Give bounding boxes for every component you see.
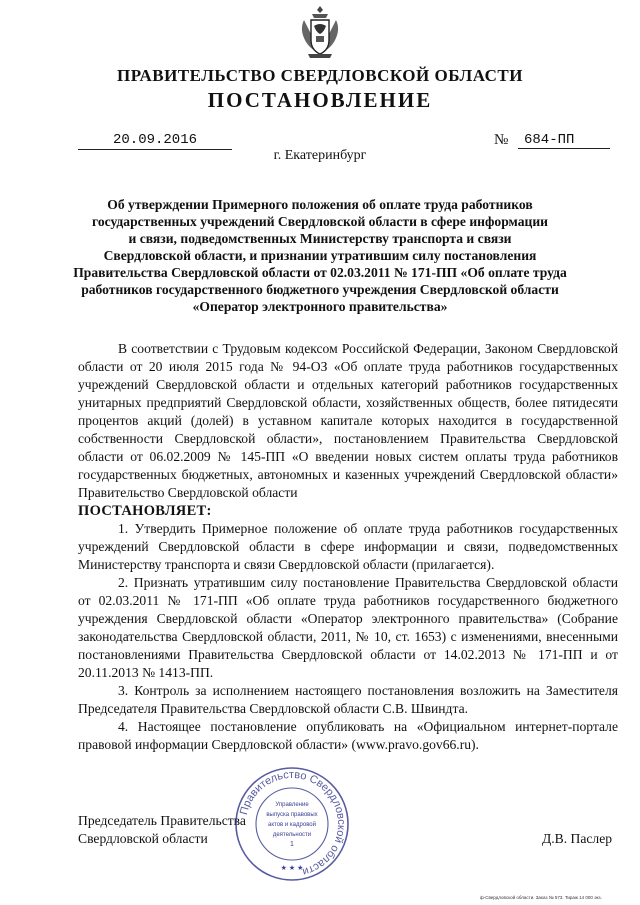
svg-text:актов и кадровой: актов и кадровой [268,822,316,828]
decree-item: 4. Настоящее постановление опубликовать на «Официальном интернет-портале правовой информации Свердловской области» (www.pravo.gov66.ru). [78,719,618,752]
preamble-paragraph: В соответствии с Трудовым кодексом Российской Федерации, Законом Свердловской области от 20 июля 2015 года № 94-ОЗ «Об оплате труда работников государственных учреждений Свердловской области и отдельных категорий работников государственных унитарных предприятий Свердловской области, хозяйственных обществ, более пятидесяти процентов акций (долей) в уставном капитале которых находится в государственной собственности Свердловской области», постановлением Правительства Свердловской области от 06.02.2009 № 145-ПП «О введении новых систем оплаты труда работников государственных бюджетных, автономных и казенных учреждений Свердловской области» Правительство Свердловской области [78,341,618,500]
decree-item: 1. Утвердить Примерное положение об оплате труда работников государственных учреждений Свердловской области в сфере информации и связи, подведомственных Министерству транспорта и связи Свердловской области (прилагается). [78,521,618,572]
svg-text:1: 1 [290,841,294,848]
svg-text:★ ★ ★: ★ ★ ★ [280,865,304,872]
heading-line: и связи, подведомственных Министерству транспорта и связи [128,231,512,246]
decree-number: 684-ПП [518,131,610,149]
print-imprint: ф-Свердловской области. Заказ № 573. Тираж 14 000 экз. [480,895,602,900]
svg-text:выпуска правовых: выпуска правовых [266,812,318,818]
decree-heading [70,196,570,315]
city: г. Екатеринбург [273,148,367,163]
document-type: ПОСТАНОВЛЕНИЕ [207,88,433,112]
decree-date: 20.09.2016 [78,131,232,150]
heading-line: «Оператор электронного правительства» [192,299,448,314]
heading-line: работников государственного бюджетного учреждения Свердловской области [81,282,559,297]
number-sign: № [494,132,509,148]
official-seal-icon [232,764,352,884]
decree-item: 2. Признать утратившим силу постановление Правительства Свердловской области от 02.03.2011 № 171-ПП «Об оплате труда работников государственного бюджетного учреждения Свердловской области «Оператор электронного правительства» (Собрание законодательства Свердловской области, 2011, № 10, ст. 1653) с изменениями, внесенными постановлениями Правительства Свердловской области от 14.02.2013 № 171-ПП и от 20.11.2013 № 1413-ПП. [78,575,618,680]
decree-item: 3. Контроль за исполнением настоящего постановления возложить на Заместителя Председателя Правительства Свердловской области С.В. Швиндта. [78,683,618,716]
heading-line: Свердловской области, и признании утратившим силу постановления [103,248,537,263]
coat-of-arms-icon [298,4,342,60]
government-name: ПРАВИТЕЛЬСТВО СВЕРДЛОВСКОЙ ОБЛАСТИ [117,66,523,85]
decree-body [78,340,618,754]
decree-verb: ПОСТАНОВЛЯЕТ: [78,503,212,519]
heading-line: государственных учреждений Свердловской области в сфере информации [91,214,549,229]
signer-title-line: Председатель Правительства [78,813,246,828]
signer-name: Д.В. Паслер [542,831,613,846]
signer-title [78,812,246,848]
svg-text:деятельности: деятельности [272,832,312,838]
svg-text:Управление: Управление [275,802,309,808]
svg-text:Правительство Свердловской обл: Правительство Свердловской области [237,768,348,878]
signer-title-line: Свердловской области [78,831,208,846]
heading-line: Об утверждении Примерного положения об оплате труда работников [107,197,533,212]
heading-line: Правительства Свердловской области от 02.03.2011 № 171-ПП «Об оплате труда [73,265,567,280]
